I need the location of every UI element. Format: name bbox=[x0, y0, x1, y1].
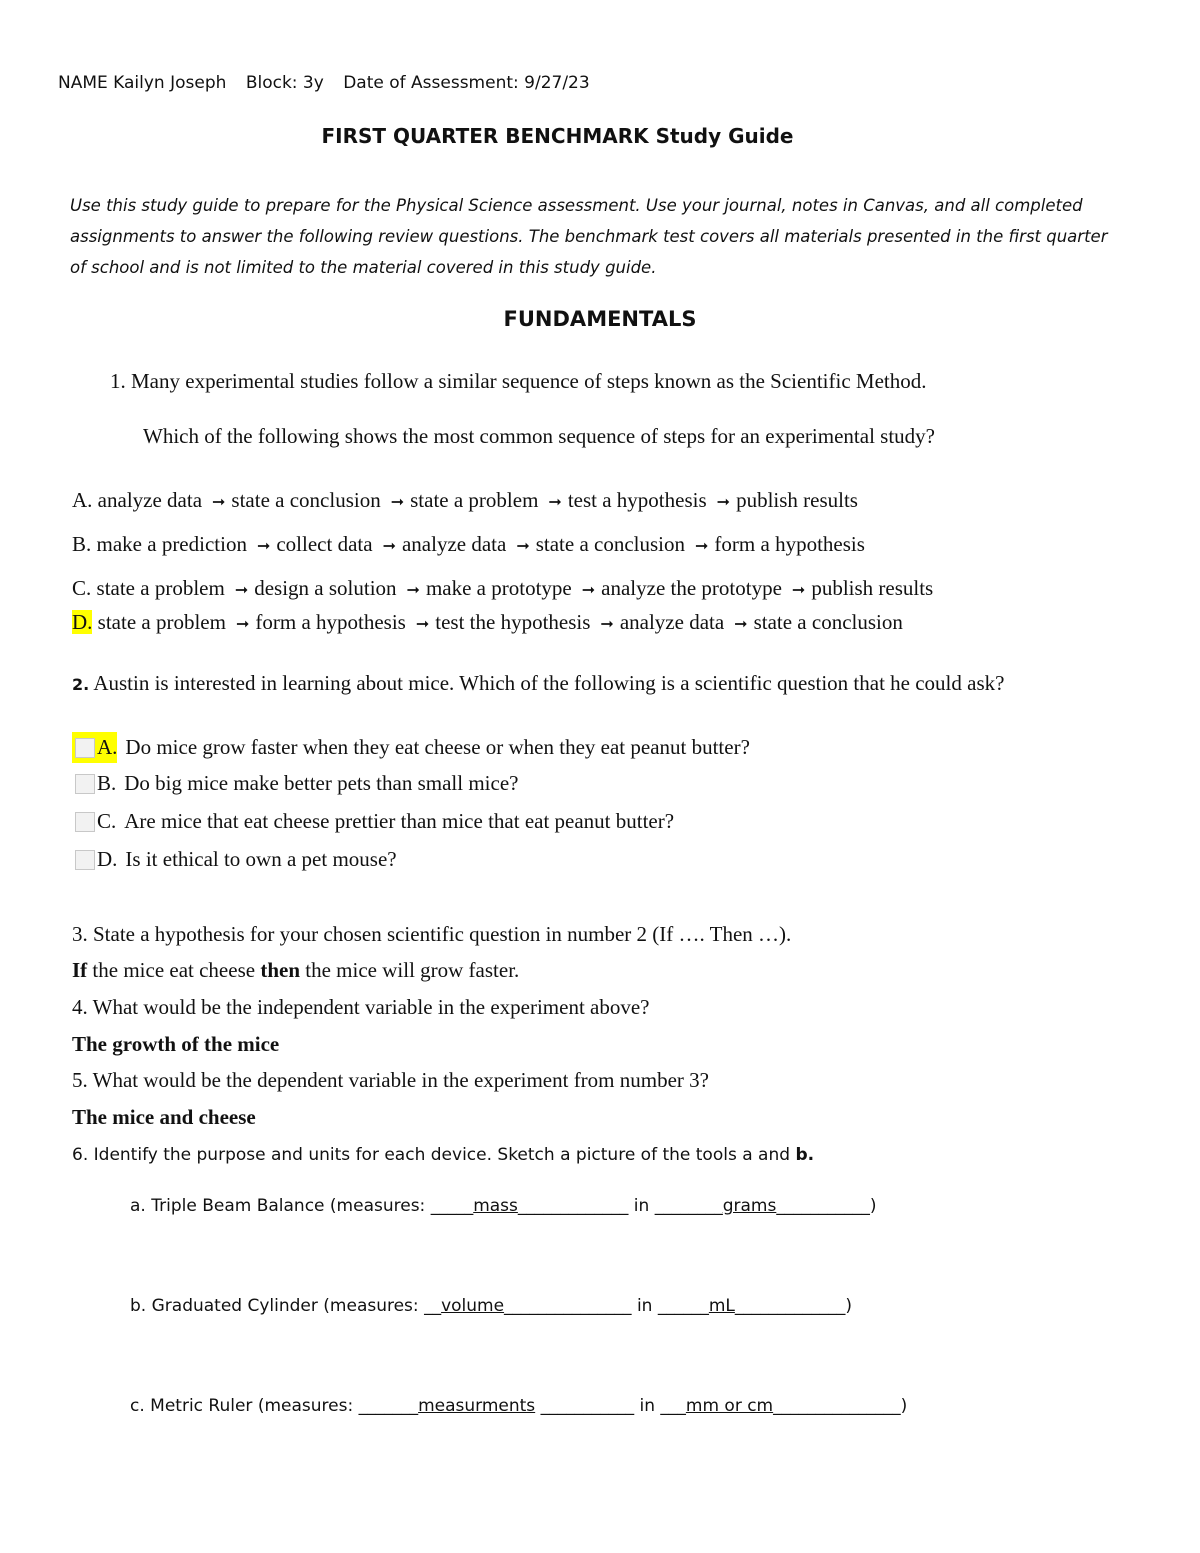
q2-number: 2. bbox=[72, 675, 90, 694]
tool-letter: a. bbox=[130, 1196, 146, 1216]
q1-option-c[interactable] bbox=[72, 576, 933, 601]
step-text: state a problem bbox=[410, 488, 539, 512]
step-text: state a problem bbox=[97, 610, 226, 634]
answer-end: the mice will grow faster. bbox=[300, 958, 520, 982]
arrow-icon: ➞ bbox=[791, 582, 806, 599]
blank: __ bbox=[424, 1296, 442, 1316]
checkbox-icon[interactable] bbox=[75, 738, 95, 758]
in-label: in bbox=[634, 1396, 661, 1416]
q3-answer bbox=[72, 958, 519, 983]
blank: _____ bbox=[430, 1196, 474, 1216]
q6-and: and bbox=[752, 1145, 796, 1165]
blank: _______ bbox=[358, 1396, 419, 1416]
step-text: design a solution bbox=[254, 576, 397, 600]
q3-question: 3. State a hypothesis for your chosen scientific question in number 2 (If …. Then …). bbox=[72, 922, 792, 946]
arrow-icon: ➞ bbox=[516, 538, 530, 555]
tool-triple-beam-balance bbox=[130, 1196, 876, 1216]
measure-answer[interactable]: measurments bbox=[418, 1396, 536, 1416]
step-text: form a hypothesis bbox=[255, 610, 406, 634]
checkbox-icon[interactable] bbox=[75, 812, 95, 832]
intro-paragraph: Use this study guide to prepare for the Physical Science assessment. Use your journal, notes in Canvas, and all completed assignments to answer the following review questions. The benchmark test covers all materials presented in the first quarter of school and is not limited to the material covered in this study guide. bbox=[70, 196, 1108, 277]
step-text: analyze data bbox=[619, 610, 725, 634]
arrow-icon: ➞ bbox=[581, 582, 596, 599]
unit-answer[interactable]: mL bbox=[708, 1296, 735, 1316]
step-text: publish results bbox=[811, 576, 934, 600]
student-name: NAME Kailyn Joseph bbox=[58, 73, 227, 93]
checkbox-icon[interactable] bbox=[75, 774, 95, 794]
q1-option-b[interactable] bbox=[72, 532, 865, 557]
step-text: test the hypothesis bbox=[435, 610, 591, 634]
arrow-icon: ➞ bbox=[256, 538, 271, 555]
answer-if: If bbox=[72, 958, 88, 982]
blank: ______ bbox=[657, 1296, 709, 1316]
step-text: state a problem bbox=[96, 576, 225, 600]
arrow-icon: ➞ bbox=[548, 494, 562, 511]
step-text: analyze data bbox=[97, 488, 203, 512]
unit-answer[interactable]: mm or cm bbox=[685, 1396, 774, 1416]
q1-option-d[interactable] bbox=[72, 610, 903, 635]
close-paren: ) bbox=[900, 1396, 908, 1416]
option-letter: C. bbox=[72, 576, 92, 600]
blank: _____________ bbox=[517, 1196, 629, 1216]
step-text: analyze the prototype bbox=[601, 576, 782, 600]
selected-answer-highlight bbox=[72, 732, 117, 763]
close-paren: ) bbox=[845, 1296, 853, 1316]
arrow-icon: ➞ bbox=[716, 494, 731, 511]
blank: ___________ bbox=[776, 1196, 870, 1216]
tool-letter: c. bbox=[130, 1396, 145, 1416]
q1-option-a[interactable] bbox=[72, 488, 858, 513]
q2-option-d[interactable] bbox=[72, 847, 397, 872]
option-letter: D. bbox=[72, 610, 93, 634]
q2-text: Austin is interested in learning about mice. Which of the following is a scientific question that he could ask? bbox=[93, 671, 1005, 695]
option-letter: B. bbox=[97, 771, 117, 795]
assessment-date: Date of Assessment: 9/27/23 bbox=[343, 73, 590, 93]
measure-answer[interactable]: mass bbox=[473, 1196, 518, 1216]
option-letter: A. bbox=[72, 488, 93, 512]
answer-mid: the mice eat cheese bbox=[87, 958, 261, 982]
q4-answer: The growth of the mice bbox=[72, 1032, 280, 1056]
option-text: Do big mice make better pets than small mice? bbox=[124, 771, 519, 795]
tool-metric-ruler bbox=[130, 1396, 907, 1416]
tool-letter: b. bbox=[130, 1296, 147, 1316]
arrow-icon: ➞ bbox=[235, 616, 250, 633]
q6-a: a bbox=[742, 1145, 753, 1165]
block: Block: 3y bbox=[245, 73, 324, 93]
step-text: make a prototype bbox=[425, 576, 572, 600]
option-letter: B. bbox=[72, 532, 92, 556]
blank: ________ bbox=[654, 1196, 723, 1216]
in-label: in bbox=[628, 1196, 655, 1216]
step-text: publish results bbox=[736, 488, 858, 512]
unit-answer[interactable]: grams bbox=[722, 1196, 777, 1216]
step-text: make a prediction bbox=[96, 532, 247, 556]
q1-stem: 1. Many experimental studies follow a similar sequence of steps known as the Scientific Method. bbox=[110, 369, 927, 393]
step-text: form a hypothesis bbox=[714, 532, 865, 556]
q5-answer: The mice and cheese bbox=[72, 1105, 256, 1129]
arrow-icon: ➞ bbox=[734, 616, 748, 633]
step-text: analyze data bbox=[401, 532, 507, 556]
option-text: Do mice grow faster when they eat cheese or when they eat peanut butter? bbox=[125, 735, 750, 759]
arrow-icon: ➞ bbox=[406, 582, 420, 599]
q2-option-c[interactable] bbox=[72, 809, 674, 834]
blank: ___ bbox=[660, 1396, 686, 1416]
q6-number: 6. bbox=[72, 1145, 89, 1165]
tool-name: Graduated Cylinder (measures: bbox=[151, 1296, 425, 1316]
arrow-icon: ➞ bbox=[382, 538, 396, 555]
arrow-icon: ➞ bbox=[212, 494, 226, 511]
blank: _____________ bbox=[734, 1296, 846, 1316]
arrow-icon: ➞ bbox=[390, 494, 405, 511]
blank: ___________ bbox=[535, 1396, 635, 1416]
q1-question: Which of the following shows the most common sequence of steps for an experimental study? bbox=[143, 424, 935, 448]
q5-question: 5. What would be the dependent variable in the experiment from number 3? bbox=[72, 1068, 709, 1092]
option-text: Are mice that eat cheese prettier than mice that eat peanut butter? bbox=[124, 809, 675, 833]
step-text: test a hypothesis bbox=[567, 488, 707, 512]
answer-then: then bbox=[260, 958, 301, 982]
q2-option-a[interactable] bbox=[72, 732, 750, 763]
q6-b: b. bbox=[795, 1145, 815, 1165]
option-letter: A. bbox=[97, 735, 118, 759]
step-text: collect data bbox=[276, 532, 373, 556]
step-text: state a conclusion bbox=[753, 610, 903, 634]
section-heading: FUNDAMENTALS bbox=[503, 307, 697, 331]
option-letter: C. bbox=[97, 809, 117, 833]
q6-question bbox=[72, 1145, 814, 1165]
step-text: state a conclusion bbox=[535, 532, 686, 556]
tool-name: Metric Ruler (measures: bbox=[150, 1396, 359, 1416]
arrow-icon: ➞ bbox=[234, 582, 249, 599]
arrow-icon: ➞ bbox=[695, 538, 709, 555]
q2-option-b[interactable] bbox=[72, 771, 518, 796]
blank: _______________ bbox=[504, 1296, 632, 1316]
page-title: FIRST QUARTER BENCHMARK Study Guide bbox=[321, 124, 794, 148]
student-header bbox=[58, 73, 604, 93]
arrow-icon: ➞ bbox=[600, 616, 614, 633]
q4-question: 4. What would be the independent variable in the experiment above? bbox=[72, 995, 650, 1019]
q6-text: Identify the purpose and units for each device. Sketch a picture of the tools bbox=[93, 1145, 743, 1165]
arrow-icon: ➞ bbox=[415, 616, 430, 633]
in-label: in bbox=[631, 1296, 658, 1316]
close-paren: ) bbox=[869, 1196, 877, 1216]
q2-question bbox=[72, 671, 1004, 696]
option-text: Is it ethical to own a pet mouse? bbox=[125, 847, 397, 871]
tool-name: Triple Beam Balance (measures: bbox=[151, 1196, 431, 1216]
tool-graduated-cylinder bbox=[130, 1296, 852, 1316]
measure-answer[interactable]: volume bbox=[441, 1296, 505, 1316]
blank: _______________ bbox=[773, 1396, 901, 1416]
step-text: state a conclusion bbox=[231, 488, 381, 512]
option-letter: D. bbox=[97, 847, 118, 871]
checkbox-icon[interactable] bbox=[75, 850, 95, 870]
